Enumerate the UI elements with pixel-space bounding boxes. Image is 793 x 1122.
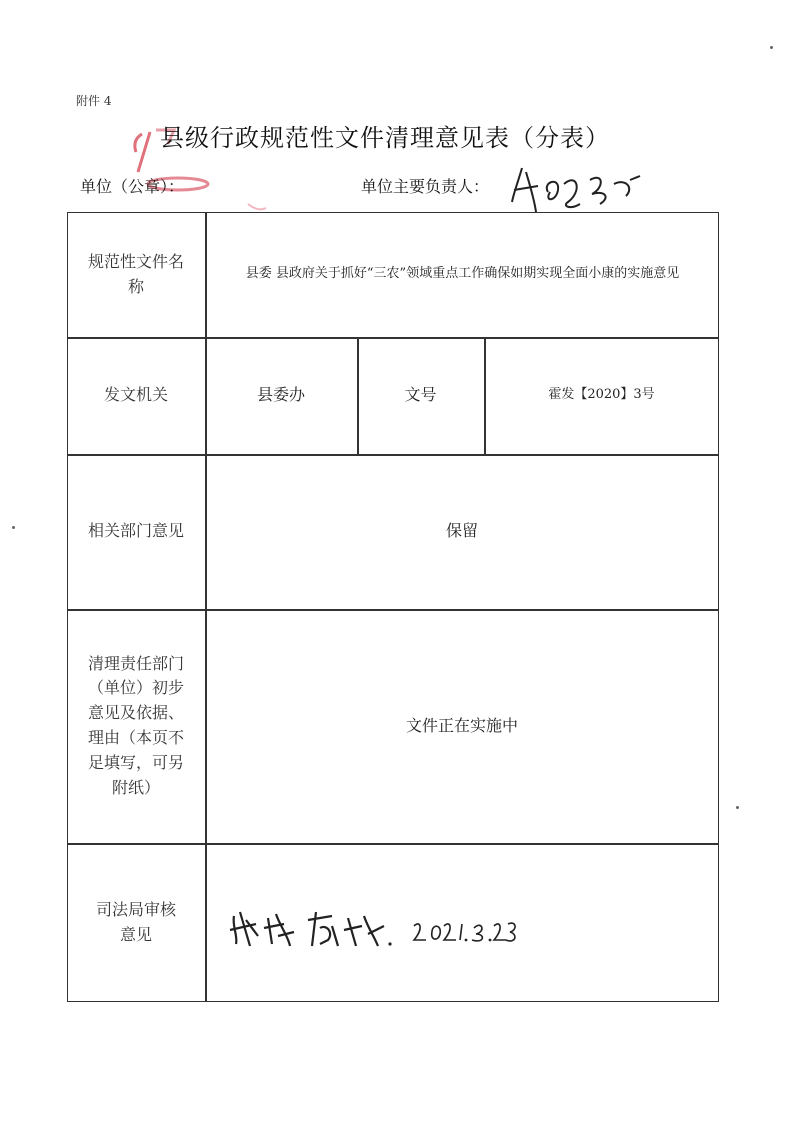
attachment-label: 附件 4: [76, 94, 112, 108]
doc-name-value: 县委 县政府关于抓好“三农”领域重点工作确保如期实现全面小康的实施意见: [245, 266, 680, 282]
dept-opinion-label: 相关部门意见: [87, 521, 184, 541]
justice-review-handwriting: [228, 906, 518, 956]
page-title: 县级行政规范性文件清理意见表（分表）: [160, 124, 610, 152]
doc-name-label: 规范性文件名称: [87, 251, 184, 296]
scan-speck: [770, 46, 773, 49]
cleanup-opinion-label: 清理责任部门（单位）初步意见及依据、理由（本页不足填写，可另附纸）: [87, 653, 184, 797]
cleanup-opinion-value: 文件正在实施中: [405, 715, 518, 735]
doc-number-label: 文号: [404, 385, 437, 405]
issuer-label: 发文机关: [103, 385, 168, 405]
unit-leader-label: 单位主要负责人：: [361, 177, 490, 196]
scan-speck: [736, 806, 739, 809]
doc-number-value: 霍发【2020】3号: [548, 387, 655, 403]
unit-stamp-label: 单位（公章）：: [80, 177, 185, 196]
leader-signature: [508, 162, 648, 218]
issuer-value: 县委办: [256, 385, 305, 405]
justice-review-label: 司法局审核意见: [96, 899, 177, 944]
scan-speck: [12, 526, 15, 529]
dept-opinion-value: 保留: [445, 521, 478, 541]
